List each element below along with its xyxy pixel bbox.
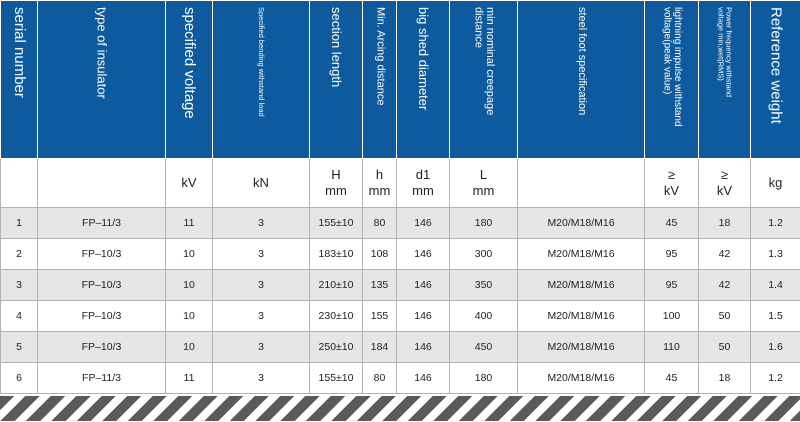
table-cell: 155 xyxy=(363,301,397,332)
unit-cell: kV xyxy=(166,159,213,208)
header-cell: Min. Arcing distance xyxy=(363,1,397,159)
table-cell: FP–10/3 xyxy=(38,332,166,363)
table-cell: 1.3 xyxy=(751,239,800,270)
table-cell: 210±10 xyxy=(310,270,363,301)
table-cell: 10 xyxy=(166,332,213,363)
table-cell: 4 xyxy=(1,301,38,332)
table-row xyxy=(1,301,800,332)
header-cell: Specified bending withstand load xyxy=(213,1,310,159)
unit-cell: kN xyxy=(213,159,310,208)
table-cell: M20/M18/M16 xyxy=(518,332,645,363)
table-cell: 3 xyxy=(213,301,310,332)
table-cell: 450 xyxy=(450,332,518,363)
table-cell: 3 xyxy=(213,208,310,239)
table-cell: 3 xyxy=(1,270,38,301)
unit-cell: H mm xyxy=(310,159,363,208)
table-cell: 50 xyxy=(699,332,751,363)
header-cell: type of insulator xyxy=(38,1,166,159)
header-cell: min nominal creepage distance xyxy=(450,1,518,159)
table-cell: 350 xyxy=(450,270,518,301)
table-cell: M20/M18/M16 xyxy=(518,208,645,239)
table-cell: 11 xyxy=(166,363,213,394)
table-cell: M20/M18/M16 xyxy=(518,301,645,332)
table-row xyxy=(1,208,800,239)
table-cell: 45 xyxy=(645,208,699,239)
unit-cell: L mm xyxy=(450,159,518,208)
table-cell: 18 xyxy=(699,208,751,239)
table-cell: 180 xyxy=(450,208,518,239)
unit-cell: ≥ kV xyxy=(645,159,699,208)
table-cell: 1.5 xyxy=(751,301,800,332)
units-row xyxy=(1,159,800,208)
header-cell: Power frequency withstand voltage min,wet(RMS) xyxy=(699,1,751,159)
table-cell: 45 xyxy=(645,363,699,394)
table-cell: 146 xyxy=(397,363,450,394)
table-row xyxy=(1,363,800,394)
table-cell: 230±10 xyxy=(310,301,363,332)
table-cell: M20/M18/M16 xyxy=(518,363,645,394)
table-cell: 3 xyxy=(213,239,310,270)
table-cell: FP–10/3 xyxy=(38,239,166,270)
table-cell: 183±10 xyxy=(310,239,363,270)
table-cell: 50 xyxy=(699,301,751,332)
unit-cell: kg xyxy=(751,159,800,208)
table-cell: 95 xyxy=(645,270,699,301)
table-row xyxy=(1,270,800,301)
header-cell: lightning impulse withstand voltage(peak value) xyxy=(645,1,699,159)
table-cell: 10 xyxy=(166,270,213,301)
unit-cell: h mm xyxy=(363,159,397,208)
table-row xyxy=(1,332,800,363)
table-cell: 11 xyxy=(166,208,213,239)
table-cell: 1.2 xyxy=(751,363,800,394)
unit-cell xyxy=(518,159,645,208)
unit-cell: ≥ kV xyxy=(699,159,751,208)
header-cell: Reference weight xyxy=(751,1,800,159)
table-cell: 146 xyxy=(397,208,450,239)
table-cell: 3 xyxy=(213,332,310,363)
table-cell: 146 xyxy=(397,270,450,301)
hazard-stripe-band xyxy=(0,396,800,421)
table-cell: 95 xyxy=(645,239,699,270)
table-cell: 1.6 xyxy=(751,332,800,363)
table-cell: 5 xyxy=(1,332,38,363)
table-cell: 80 xyxy=(363,208,397,239)
table-cell: FP–10/3 xyxy=(38,270,166,301)
table-cell: M20/M18/M16 xyxy=(518,239,645,270)
table-cell: 146 xyxy=(397,332,450,363)
table-cell: FP–10/3 xyxy=(38,301,166,332)
table-cell: FP–11/3 xyxy=(38,363,166,394)
table-cell: 146 xyxy=(397,239,450,270)
table-cell: 2 xyxy=(1,239,38,270)
unit-cell xyxy=(1,159,38,208)
table-row xyxy=(1,239,800,270)
table-cell: 184 xyxy=(363,332,397,363)
header-cell: serial number xyxy=(1,1,38,159)
table-cell: 135 xyxy=(363,270,397,301)
table-cell: 80 xyxy=(363,363,397,394)
unit-cell xyxy=(38,159,166,208)
table-cell: 100 xyxy=(645,301,699,332)
table-cell: 155±10 xyxy=(310,208,363,239)
table-cell: 10 xyxy=(166,301,213,332)
table-cell: 180 xyxy=(450,363,518,394)
table-cell: 42 xyxy=(699,270,751,301)
table-cell: 10 xyxy=(166,239,213,270)
header-row xyxy=(1,1,800,159)
table-cell: 3 xyxy=(213,270,310,301)
table-cell: 146 xyxy=(397,301,450,332)
table-cell: 1.4 xyxy=(751,270,800,301)
table-cell: 6 xyxy=(1,363,38,394)
header-cell: steel foot specification xyxy=(518,1,645,159)
table-cell: 250±10 xyxy=(310,332,363,363)
header-cell: big shed diameter xyxy=(397,1,450,159)
table-cell: 3 xyxy=(213,363,310,394)
table-cell: 300 xyxy=(450,239,518,270)
table-cell: 155±10 xyxy=(310,363,363,394)
table-cell: 110 xyxy=(645,332,699,363)
table-cell: 1 xyxy=(1,208,38,239)
unit-cell: d1 mm xyxy=(397,159,450,208)
table-cell: 42 xyxy=(699,239,751,270)
table-cell: FP–11/3 xyxy=(38,208,166,239)
table-cell: 400 xyxy=(450,301,518,332)
table-cell: 18 xyxy=(699,363,751,394)
table-cell: M20/M18/M16 xyxy=(518,270,645,301)
header-cell: section length xyxy=(310,1,363,159)
table-cell: 1.2 xyxy=(751,208,800,239)
header-cell: specified voltage xyxy=(166,1,213,159)
table-cell: 108 xyxy=(363,239,397,270)
